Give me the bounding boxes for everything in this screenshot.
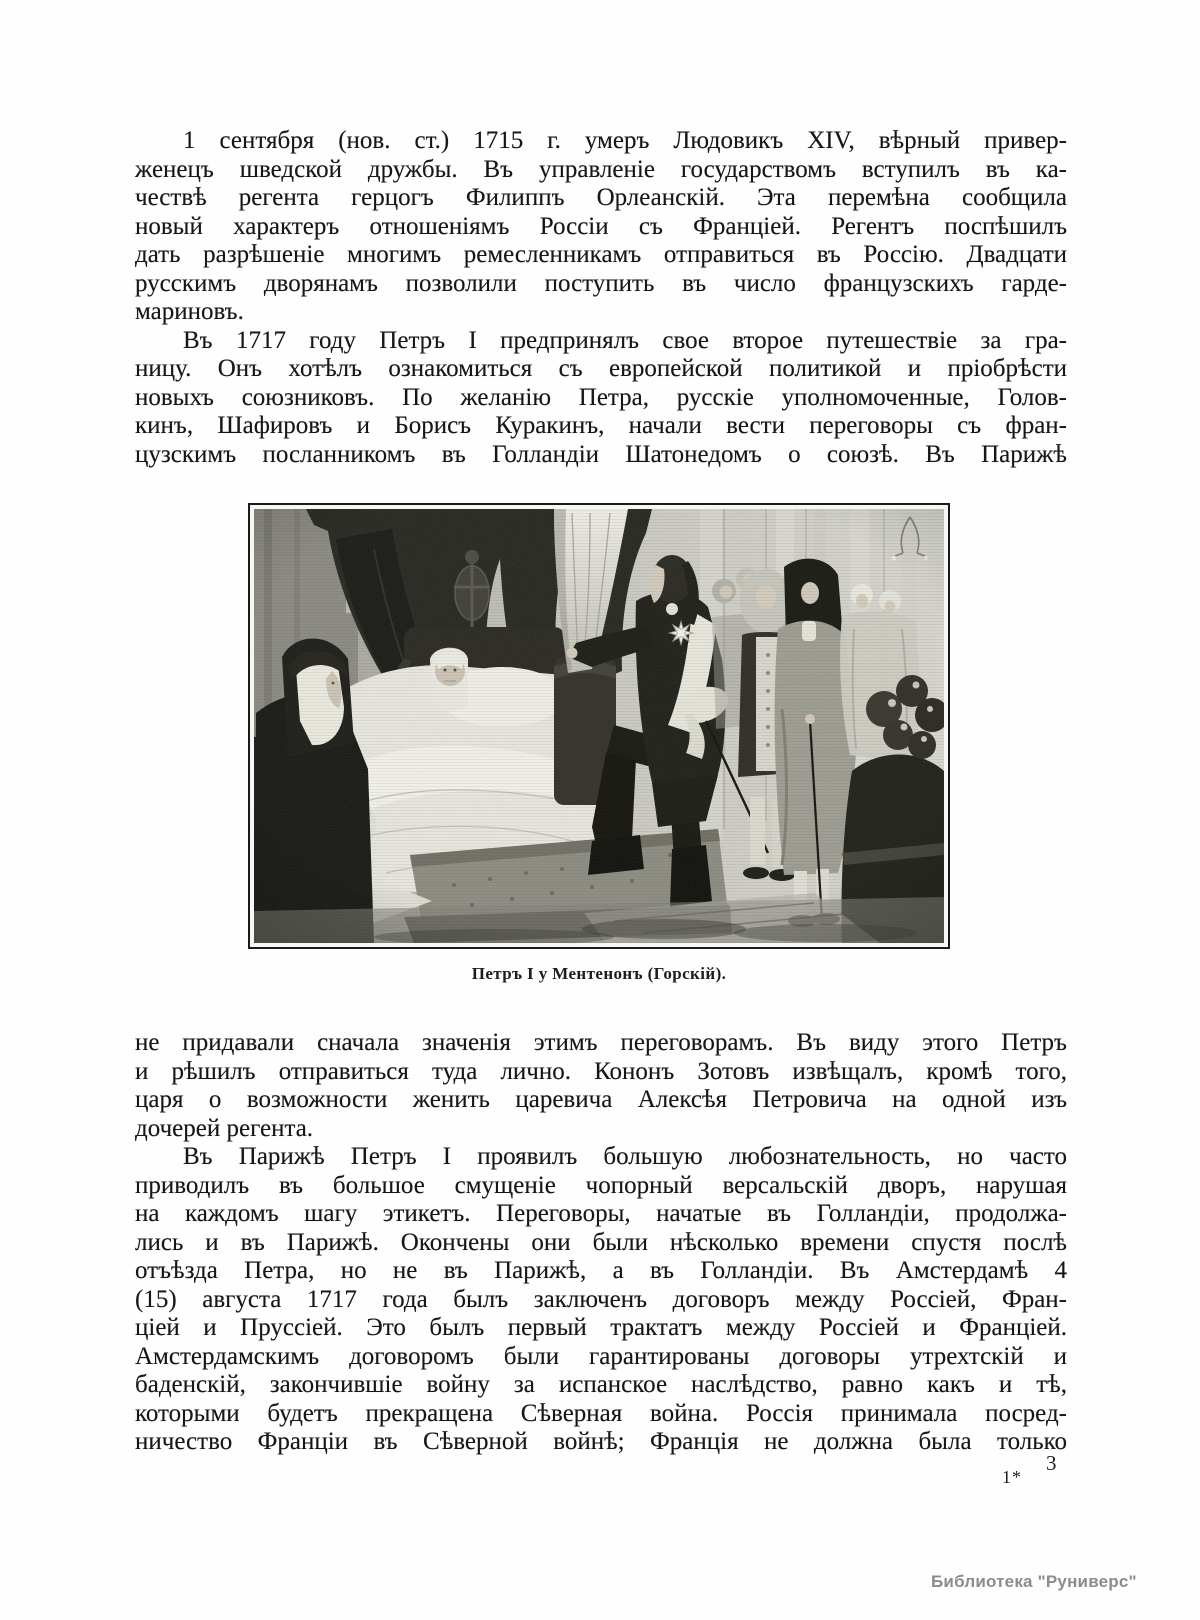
text-line: женецъ шведской дружбы. Въ управленіе государствомъ вступилъ въ ка- [135,155,1067,183]
text-line: дать разрѣшеніе многимъ ремесленникамъ отправиться въ Россію. Двадцати [135,241,1067,268]
text-line: баденскій, закончившіе войну за испанское наслѣдство, равно какъ и тѣ, [135,1371,1067,1398]
text-line: не придавали сначала значенія этимъ переговорамъ. Въ виду этого Петръ [135,1029,1067,1056]
text-line: чествѣ регента герцогъ Филиппъ Орлеанскій. Эта перемѣна сообщила [135,184,1067,211]
text-line: новый характеръ отношеніямъ Россіи съ Франціей. Регентъ поспѣшилъ [135,212,1067,240]
text-line: отъѣзда Петра, но не въ Парижѣ, а въ Голландіи. Въ Амстердамѣ 4 [135,1257,1067,1284]
text-block-bottom [135,1029,1067,1457]
text-line: цузскимъ посланникомъ въ Голландіи Шатонедомъ о союзѣ. Въ Парижѣ [135,440,1067,468]
text-line: Въ 1717 году Петръ I предпринялъ свое второе путешествіе за гра- [183,326,1067,354]
text-line: (15) августа 1717 года былъ заключенъ договоръ между Россіей, Фран- [135,1285,1067,1313]
text-line: лись и въ Парижѣ. Окончены они были нѣсколько времени спустя послѣ [135,1228,1067,1256]
text-line: мариновъ. [135,298,244,325]
text-line: ничество Франціи въ Сѣверной войнѣ; Франція не должна была только [135,1428,1067,1455]
paragraph [135,1143,1067,1457]
paragraph [135,127,1067,327]
text-line: царя о возможности женить царевича Алексѣя Петровича на одной изъ [135,1086,1067,1113]
text-line: ницу. Онъ хотѣлъ ознакомиться съ европейской политикой и пріобрѣсти [135,355,1067,382]
text-line: и рѣшилъ отправиться туда лично. Кононъ Зотовъ извѣщалъ, кромѣ того, [135,1057,1067,1085]
figure-caption: Петръ I у Ментенонъ (Горскій). [471,964,727,983]
signature-mark: 1* [1002,1467,1022,1487]
figure-plate [248,503,950,949]
text-line: кинъ, Шафировъ и Борисъ Куракинъ, начали вести переговоры съ фран- [135,412,1067,439]
text-line: приводилъ въ большое смущеніе чопорный версальскій дворъ, нарушая [135,1171,1067,1199]
text-line: которыми будетъ прекращена Сѣверная война. Россія принимала посред- [135,1399,1067,1427]
text-line: ціей и Пруссіей. Это былъ первый трактатъ между Россіей и Франціей. [135,1314,1067,1341]
text-line: Въ Парижѣ Петръ I проявилъ большую любознательность, но часто [183,1143,1067,1170]
paragraph [135,327,1067,470]
text-line: 1 сентября (нов. ст.) 1715 г. умеръ Людовикъ XIV, вѣрный привер- [183,127,1067,154]
paragraph [135,1029,1067,1143]
engraving-peter-i-at-maintenon-bedside [254,509,944,943]
page-number: 3 [1046,1451,1057,1475]
library-watermark: Библиотека "Руниверс" [931,1572,1137,1591]
text-block-top [135,127,1067,469]
text-line: на каждомъ шагу этикетъ. Переговоры, начатые въ Голландіи, продолжа- [135,1200,1067,1227]
text-line: русскимъ дворянамъ позволили поступить въ число французскихъ гарде- [135,269,1067,297]
text-line: Амстердамскимъ договоромъ были гарантированы договоры утрехтскій и [135,1342,1067,1370]
text-line: новыхъ союзниковъ. По желанію Петра, русскіе уполномоченные, Голов- [135,383,1067,411]
text-line: дочерей регента. [135,1114,314,1142]
